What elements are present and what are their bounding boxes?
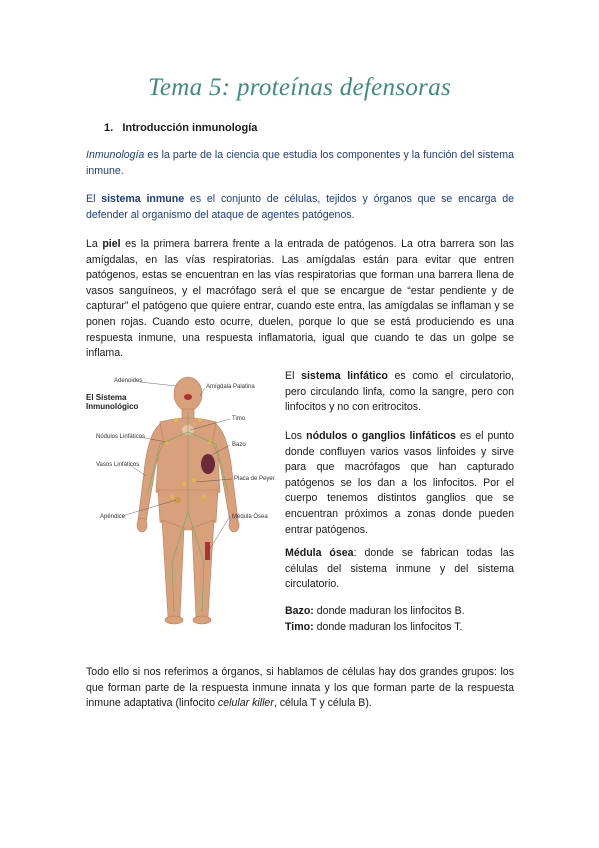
figure-title-line1: El Sistema	[86, 393, 127, 402]
label-apendice: Apéndice	[100, 514, 126, 520]
term-nodulos: nódulos o ganglios linfáticos	[306, 430, 456, 442]
heading-number: 1.	[104, 122, 114, 134]
label-vasos: Vasos Linfáticos	[96, 462, 140, 468]
term-inmunologia: Inmunología	[86, 149, 145, 161]
figure-title-line2: Inmunológico	[86, 402, 139, 411]
spleen-marker	[201, 454, 215, 474]
term-sistema-inmune: sistema inmune	[101, 193, 185, 205]
paragraph-organos-celulas	[86, 665, 514, 712]
paragraph-text: es como el circulatorio, pero circulando linfa, como la sangre, pero con linfocitos y no con eritrocitos.	[285, 370, 514, 414]
label-amigdala: Amígdala Palatina	[206, 384, 255, 390]
tonsils-marker	[184, 394, 192, 400]
paragraph-text: es el conjunto de células, tejidos y órganos que se encarga de defender al organismo del ataque de agentes patógenos.	[86, 193, 514, 221]
term-timo: Timo:	[285, 621, 314, 633]
term-bazo: Bazo:	[285, 605, 314, 617]
term-celular-killer: celular killer	[217, 697, 274, 710]
paragraph-text: : donde se fabrican todas las células del sistema inmune y del sistema circulatorio.	[285, 547, 514, 591]
paragraph-text: es la primera barrera frente a la entrada de patógenos. La otra barrera son las amígdalas, en las vías respiratorias. Las amígdalas están para evitar que entren patógenos, estas se encuentran en las vías respiratorias que forman una barrera llena de vasos sanguíneos, y el macrófago será el que se encargue de “estar pendiente y de capturar” el patógeno que quiere entrar, cuando este entra, las amígdalas se inflaman y se ponen rojas. Cuando esto ocurre, duelen, porque lo que se está produciendo es una respuesta inmune, una respuesta inflamatoria, igual que cuando te das un golpe se inflama.	[86, 238, 514, 360]
label-nodulos: Nódulos Linfáticos	[96, 434, 146, 440]
paragraph-medula-osea	[285, 546, 514, 593]
term-medula-osea: Médula ósea	[285, 547, 354, 559]
term-sistema-linfatico: sistema linfático	[301, 370, 388, 382]
paragraph-text: , célula T y célula B).	[273, 697, 372, 710]
section-heading	[104, 122, 257, 134]
label-timo: Timo	[232, 416, 246, 422]
label-placa: Placa de Peyer	[234, 476, 275, 482]
page-title: Tema 5: proteínas defensoras	[147, 74, 452, 101]
term-piel: piel	[102, 238, 121, 250]
paragraph-text: donde maduran los linfocitos B.	[313, 605, 465, 617]
paragraph-sistema-inmune	[86, 192, 514, 223]
paragraph-text: donde maduran los linfocitos T.	[313, 621, 463, 633]
label-medula: Médula Ósea	[232, 514, 268, 520]
paragraph-piel	[86, 237, 514, 362]
paragraph-bazo	[285, 604, 514, 620]
heading-text: Introducción inmunología	[122, 122, 258, 134]
paragraph-text: es la parte de la ciencia que estudia los componentes y la función del sistema inmune.	[86, 149, 514, 177]
paragraph-text: es el punto donde confluyen varios vasos linfoides y sirve para que macrófagos que han capturado patógenos se los dan a los linfocitos. Por el cuerpo tenemos distintos ganglios que se encuentran próximos a zonas donde pueden entrar patógenos.	[285, 430, 514, 536]
label-adenoides: Adenoides	[114, 378, 143, 384]
paragraph-nodulos	[285, 429, 514, 538]
paragraph-sistema-linfatico	[285, 369, 514, 416]
paragraph-text: La	[86, 238, 103, 250]
paragraph-inmunologia	[86, 148, 514, 179]
immune-system-figure	[80, 372, 280, 632]
paragraph-text: Los	[285, 430, 307, 442]
paragraph-text: El	[285, 370, 302, 382]
paragraph-text: El	[86, 193, 102, 205]
label-bazo: Bazo	[232, 442, 246, 448]
paragraph-timo	[285, 620, 514, 636]
paragraph-text: Todo ello si nos referimos a órganos, si hablamos de células hay dos grandes grupos: los que forman parte de la respuesta inmune innata y los que forman parte de la respuesta inmune adaptativa (linfocito	[86, 666, 514, 710]
bone-marrow-marker	[205, 542, 210, 560]
